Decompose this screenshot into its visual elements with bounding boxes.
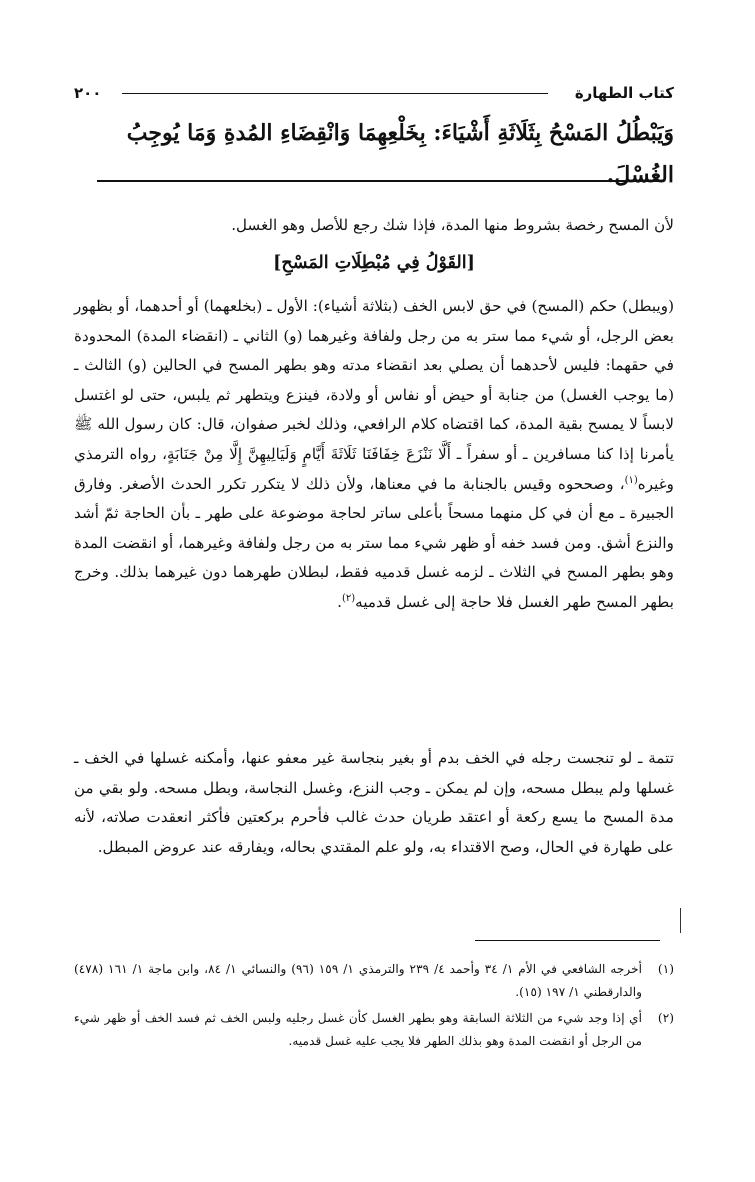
main-paragraph-part-1: (ويبطل) حكم (المسح) في حق لابس الخف (بثلاثة أشياء): الأول ـ (بخلعهما) أو أحدهما، أو بظهور بعض الرجل، أو شيء مما ستر به من رجل ولفافة وغيرهما (و) الثاني ـ (انقضاء المدة) المحدودة في حقهما: فليس لأحدهما أن يصلي بعد انقضاء مدته وهو بطهر المسح في الحالين (و) الثالث ـ (ما يوجب الغسل) من جنابة أو حيض أو نفاس أو ولادة، فينزع ويتطهر ثم يلبس، حتى لو اغتسل لابساً لا يمسح بقية المدة، كما اقتضاه كلام الرافعي، وذلك لخبر صفوان، قال: كان رسول الله ﷺ يأمرنا إذا كنا مسافرين ـ أو سفراً ـ أَلَّا نَنْزَعَ خِفَافَنَا ثَلَاثَةَ أَيَّامٍ وَلَيَالِيهِنَّ إِلَّا مِنْ جَنَابَةٍ، رواه الترمذي وغيره xyxy=(74,297,674,493)
footnote-number: (٢) xyxy=(657,1011,674,1025)
intro-paragraph: لأن المسح رخصة بشروط منها المدة، فإذا شك رجع للأصل وهو الغسل. xyxy=(231,216,674,234)
footnote-number: (١) xyxy=(657,962,674,976)
footnote-text: أي إذا وجد شيء من الثلاثة السابقة وهو بطهر الغسل كأن غسل رجليه ولبس الخف ثم فسد الخف أو ظهر شيء من الرجل أو انقضت المدة وهو بذلك الطهر فلا يجب عليه غسل قدميه. xyxy=(74,1011,642,1048)
book-title: كتاب الطهارة xyxy=(574,84,674,102)
matn-text: وَيَبْطُلُ المَسْحُ بِثَلَاثَةِ أَشْيَاءَ: بِخَلْعِهِمَا وَانْقِضَاءِ المُدةِ وَمَا يُوجِبُ الغُسْلَ. xyxy=(126,120,674,188)
footnote-1 xyxy=(74,958,674,1004)
running-header xyxy=(74,82,674,104)
main-paragraph-part-3: . xyxy=(337,592,342,611)
tatimma-paragraph: تتمة ـ لو تنجست رجله في الخف بدم أو بغير بنجاسة غير معفو عنها، وأمكنه غسلها في الخف ـ غسلها ولم يبطل مسحه، وإن لم يمكن ـ وجب النزع، وغسل النجاسة، وبطل مسحه. ولو بقي من مدة المسح ما يسع ركعة أو اعتقد طريان حدث غالب فأحرم بركعتين فأكثر انعقدت صلاته، لأنه على طهارة في الحال، وصح الاقتداء به، ولو علم المقتدي بحاله، ويفارقه عند عروض المبطل. xyxy=(74,749,674,856)
header-rule xyxy=(122,93,548,94)
footnotes xyxy=(74,958,674,1056)
footnote-text: أخرجه الشافعي في الأم ١/ ٣٤ وأحمد ٤/ ٢٣٩ والترمذي ١/ ١٥٩ (٩٦) والنسائي ١/ ٨٤، وابن ماجة ١/ ١٦١ (٤٧٨) والدارقطني ١/ ١٩٧ (١٥). xyxy=(74,962,643,999)
footnote-2 xyxy=(74,1007,674,1053)
footnote-2-marker[interactable]: (٢) xyxy=(341,592,356,604)
page-number: ٢٠٠ xyxy=(74,84,102,102)
footnote-1-marker[interactable]: (١) xyxy=(624,474,638,486)
footnote-separator xyxy=(475,940,660,941)
margin-mark xyxy=(680,908,681,933)
matn-separator xyxy=(97,180,662,182)
main-paragraph-part-2: ، وصححوه وقيس بالجنابة ما في معناها، ولأن ذلك لا يتكرر تكرر الحدث الأصغر. وفارق الجبيرة ـ مع أن في كل منهما مسحاً بأعلى ساتر لحاجة موضوعة على طهر ـ بأن الحاجة ثمّ أشد والنزع أشق. ومن فسد خفه أو ظهر شيء مما ستر به من رجل ولفافة وغيرهما، أو انقضت المدة وهو بطهر المسح في الثلاث ـ لزمه غسل قدميه فقط، لبطلان طهرهما دون غيرهما بذلك. وخرج بطهر المسح طهر الغسل فلا حاجة إلى غسل قدميه xyxy=(74,474,674,611)
section-heading: [القَوْلُ فِي مُبْطِلَاتِ المَسْحِ] xyxy=(273,253,475,273)
main-paragraph xyxy=(74,292,674,618)
